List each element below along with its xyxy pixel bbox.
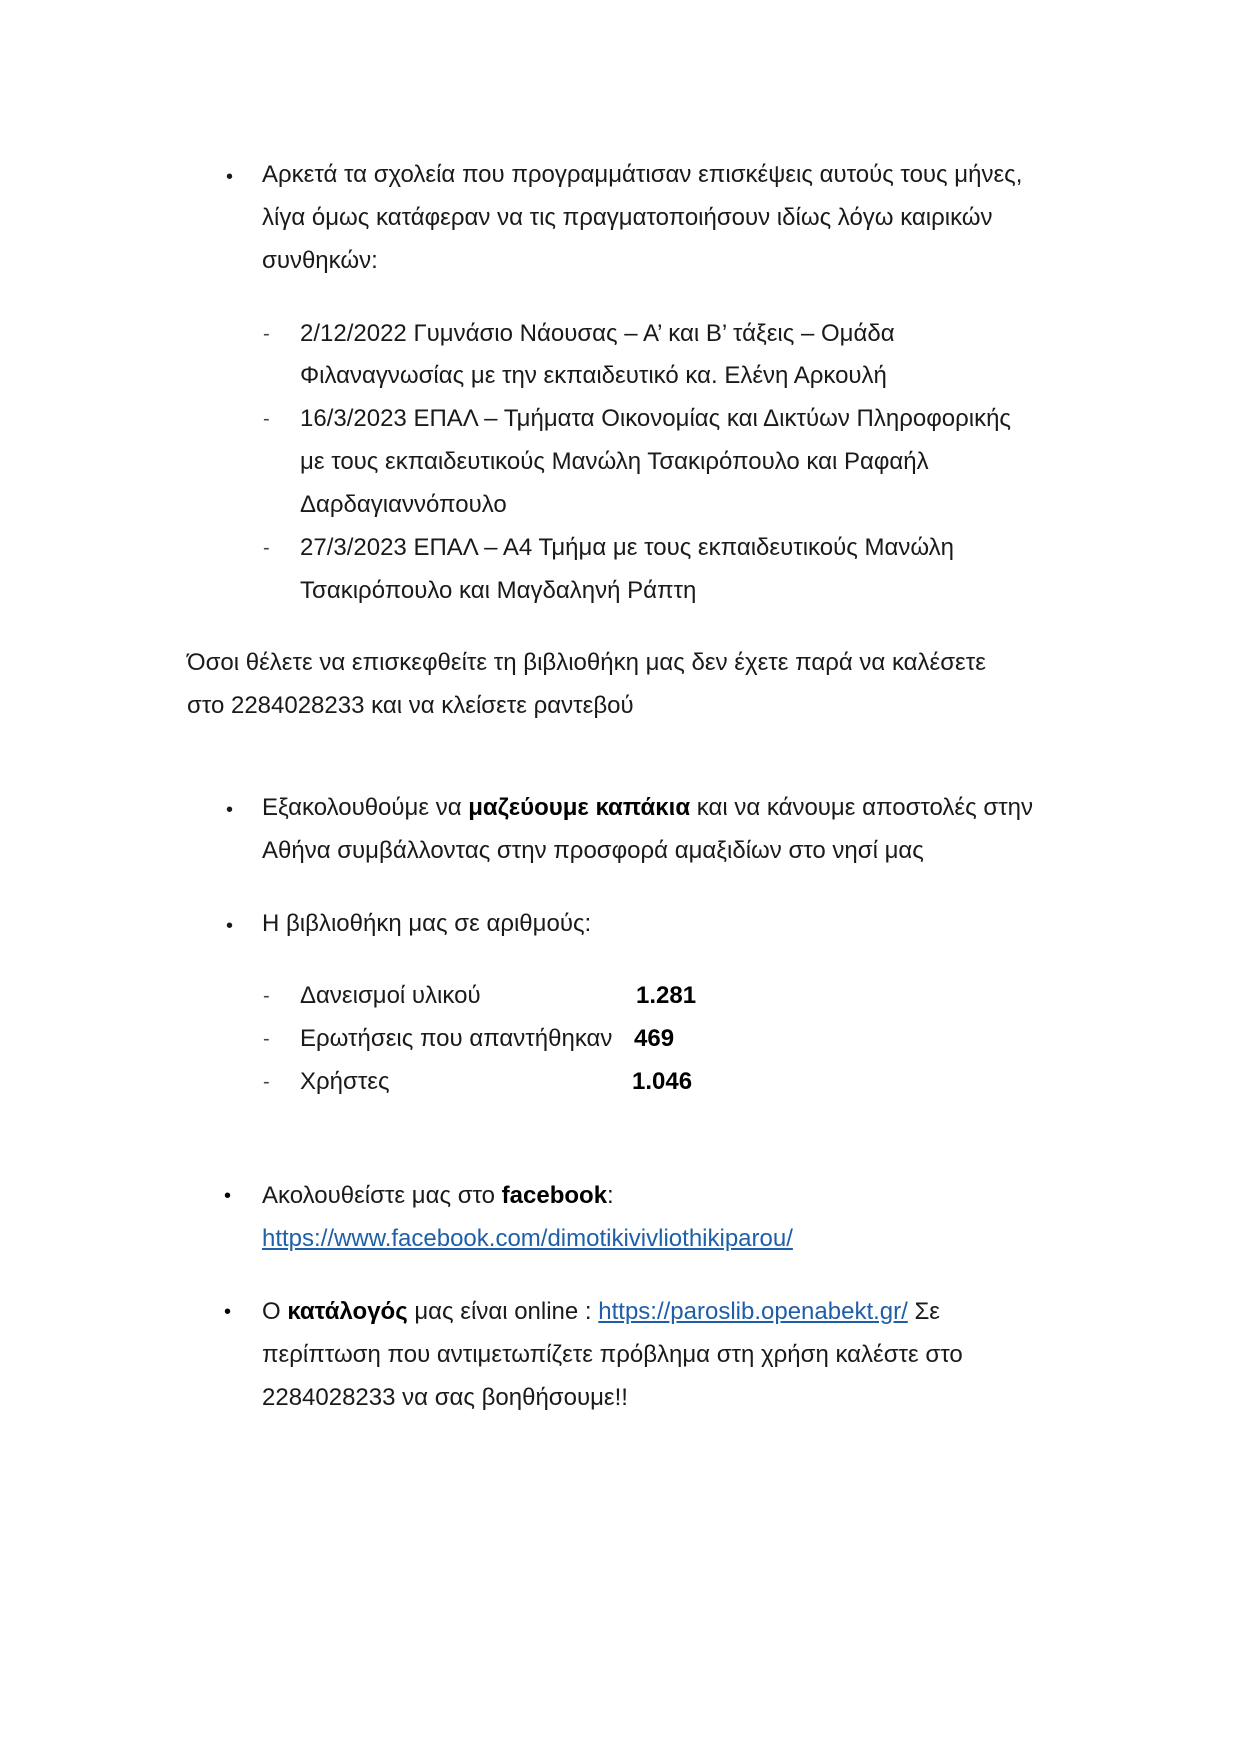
paragraph-line: λίγα όμως κατάφεραν να τις πραγματοποιήσουν ιδίως λόγω καιρικών	[262, 204, 993, 231]
dash-marker: -	[263, 408, 270, 430]
bullet-marker: •	[226, 166, 234, 188]
text-run: :	[607, 1182, 614, 1209]
bullet-marker: •	[226, 915, 234, 937]
bold-text: κατάλογός	[287, 1298, 408, 1325]
text-run: Ακολουθείστε μας στο	[262, 1182, 502, 1209]
paragraph-line: Αθήνα συμβάλλοντας στην προσφορά αμαξιδίων στο νησί μας	[262, 837, 924, 864]
link-line	[262, 1224, 793, 1254]
list-item: 16/3/2023 ΕΠΑΛ – Τμήματα Οικονομίας και Δικτύων Πληροφορικής	[300, 405, 1011, 432]
catalog-link[interactable]: https://paroslib.openabekt.gr/	[598, 1298, 908, 1325]
stat-label: Ερωτήσεις που απαντήθηκαν	[300, 1025, 613, 1052]
bullet-marker: •	[224, 1301, 232, 1323]
facebook-link[interactable]: https://www.facebook.com/dimotikivivliothikiparou/	[262, 1225, 793, 1252]
text-run: Ο	[262, 1298, 288, 1325]
list-item: 2/12/2022 Γυμνάσιο Νάουσας – Α’ και Β’ τάξεις – Ομάδα	[300, 320, 895, 347]
stat-value: 469	[634, 1025, 675, 1052]
bold-text: facebook	[501, 1182, 608, 1209]
stat-value: 1.281	[636, 982, 697, 1009]
paragraph-line: 2284028233 να σας βοηθήσουμε!!	[262, 1384, 628, 1411]
text-run: και να κάνουμε αποστολές στην	[690, 794, 1033, 821]
stat-label: Χρήστες	[300, 1068, 390, 1095]
paragraph-line: περίπτωση που αντιμετωπίζετε πρόβλημα στη χρήση καλέστε στο	[262, 1341, 963, 1368]
paragraph-line: στο 2284028233 και να κλείσετε ραντεβού	[187, 692, 634, 719]
list-item: Δαρδαγιαννόπουλο	[300, 491, 507, 518]
text-run: Εξακολουθούμε να	[262, 794, 469, 821]
bullet-marker: •	[226, 799, 234, 821]
paragraph-line	[262, 1297, 940, 1327]
dash-marker: -	[263, 323, 270, 345]
list-item: Τσακιρόπουλο και Μαγδαληνή Ράπτη	[300, 577, 697, 604]
paragraph-line	[262, 1181, 614, 1211]
list-item: Φιλαναγνωσίας με την εκπαιδευτικό κα. Ελένη Αρκουλή	[300, 362, 887, 389]
stat-value: 1.046	[632, 1068, 693, 1095]
bullet-marker: •	[224, 1185, 232, 1207]
dash-marker: -	[263, 1071, 270, 1093]
text-run: μας είναι online :	[407, 1298, 599, 1325]
list-item: 27/3/2023 ΕΠΑΛ – Α4 Τμήμα με τους εκπαιδευτικούς Μανώλη	[300, 534, 954, 561]
paragraph-line	[262, 793, 1033, 823]
dash-marker: -	[263, 1028, 270, 1050]
stats-heading: Η βιβλιοθήκη μας σε αριθμούς:	[262, 910, 592, 937]
list-item: με τους εκπαιδευτικούς Μανώλη Τσακιρόπουλο και Ραφαήλ	[300, 448, 929, 475]
paragraph-line: Όσοι θέλετε να επισκεφθείτε τη βιβλιοθήκη μας δεν έχετε παρά να καλέσετε	[187, 649, 986, 676]
dash-marker: -	[263, 985, 270, 1007]
paragraph-line: Αρκετά τα σχολεία που προγραμμάτισαν επισκέψεις αυτούς τους μήνες,	[262, 161, 1023, 188]
bold-text: μαζεύουμε καπάκια	[468, 794, 691, 821]
paragraph-line: συνθηκών:	[262, 247, 378, 274]
dash-marker: -	[263, 537, 270, 559]
stat-label: Δανεισμοί υλικού	[300, 982, 481, 1009]
text-run: Σε	[907, 1298, 940, 1325]
